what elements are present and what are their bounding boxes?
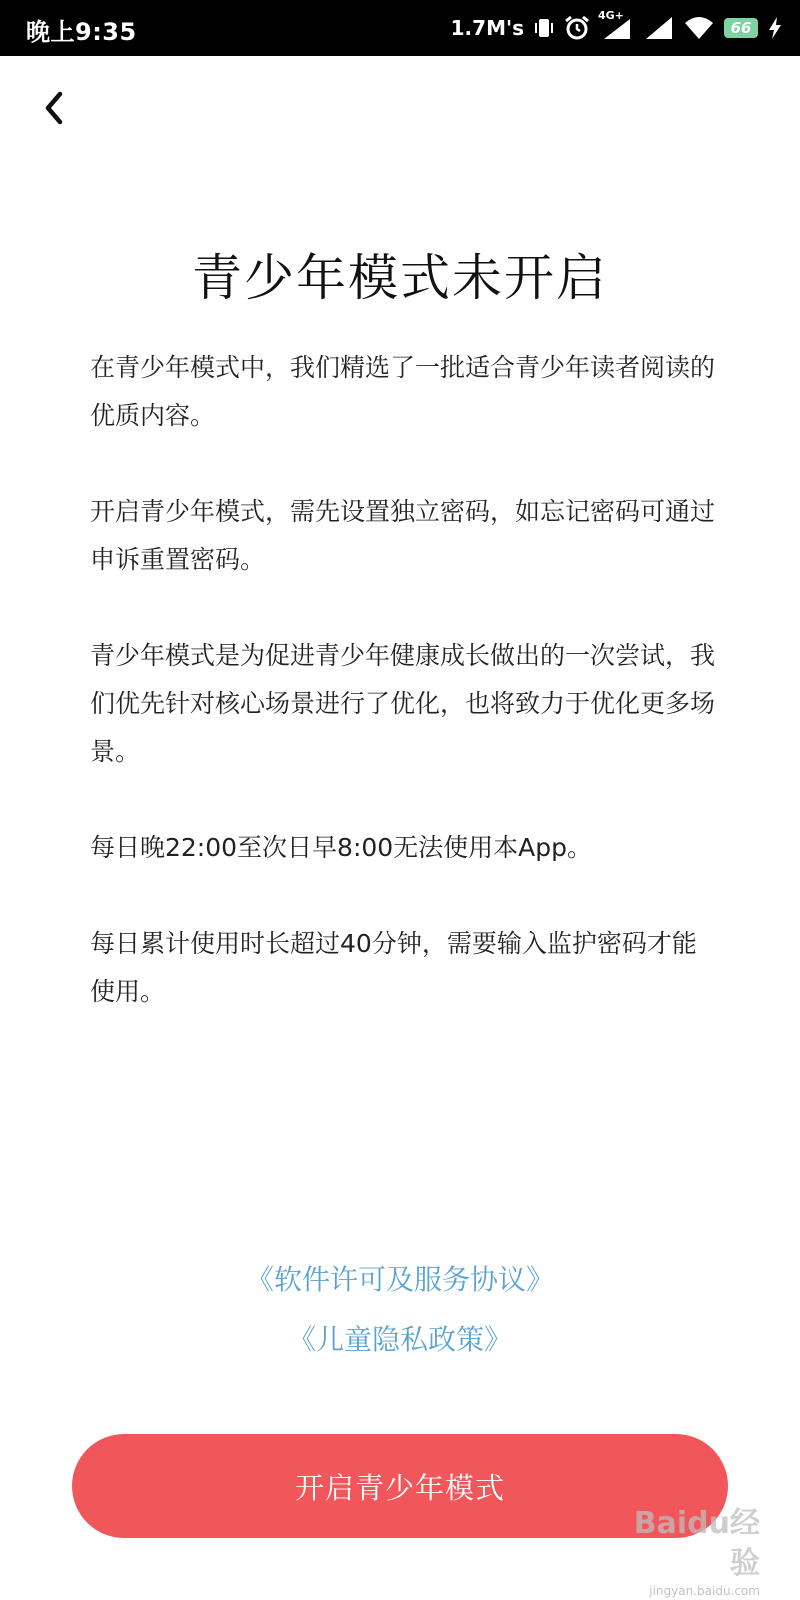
network-speed: 1.7M's — [450, 16, 524, 40]
license-agreement-link[interactable]: 《软件许可及服务协议》 — [245, 1263, 554, 1296]
page-title: 青少年模式未开启 — [192, 249, 608, 307]
alarm-icon — [564, 15, 590, 41]
watermark — [610, 1504, 760, 1598]
description-paragraph: 每日晚22:00至次日早8:00无法使用本App。 — [90, 833, 593, 862]
wifi-icon — [684, 16, 714, 40]
status-icons — [451, 10, 782, 46]
back-button[interactable] — [28, 84, 80, 136]
watermark-brand: Baidu经验 — [633, 1506, 760, 1581]
status-bar — [0, 0, 800, 56]
enable-teen-mode-button[interactable]: 开启青少年模式 — [72, 1434, 728, 1538]
signal-4g-icon — [598, 9, 634, 41]
description-paragraph: 在青少年模式中，我们精选了一批适合青少年读者阅读的优质内容。 — [90, 353, 716, 430]
battery-icon — [724, 18, 758, 38]
back-arrow-icon — [40, 90, 68, 130]
description-paragraph: 开启青少年模式，需先设置独立密码，如忘记密码可通过申诉重置密码。 — [90, 497, 716, 574]
vibrate-icon — [534, 16, 554, 40]
description-paragraph: 青少年模式是为促进青少年健康成长做出的一次尝试，我们优先针对核心场景进行了优化，也将致力于优化更多场景。 — [90, 641, 716, 766]
network-type-label: 4G+ — [598, 9, 624, 22]
battery-level: 66 — [730, 19, 752, 37]
child-privacy-policy-link[interactable]: 《儿童隐私政策》 — [287, 1323, 512, 1356]
charging-icon — [768, 16, 782, 40]
status-time: 晚上9:35 — [26, 18, 137, 46]
description-paragraph: 每日累计使用时长超过40分钟，需要输入监护密码才能使用。 — [90, 929, 697, 1006]
watermark-url: jingyan.baidu.com — [649, 1584, 760, 1598]
description — [90, 344, 715, 1064]
signal-icon — [644, 15, 674, 41]
policy-links — [0, 1250, 800, 1370]
